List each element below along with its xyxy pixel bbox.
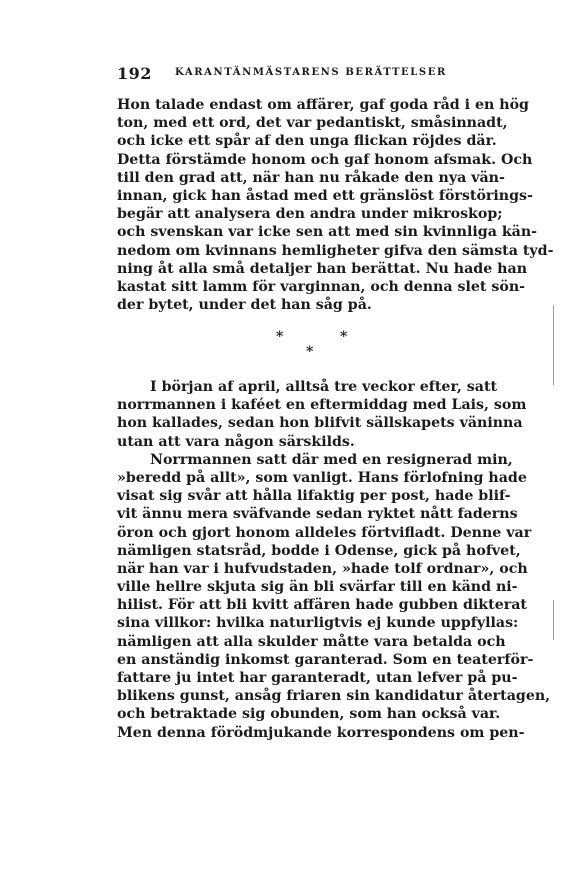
text-line: hilist. För att bli kvitt affären hade gubben dikterat [117, 597, 527, 614]
text-line: Norrmannen satt där med en resignerad min, [150, 451, 513, 468]
text-line: »beredd på allt», som vanligt. Hans förlofning hade [117, 469, 527, 486]
scan-margin-mark [553, 600, 554, 640]
scan-margin-mark [553, 305, 554, 385]
text-line: och svenskan var icke sen att med sin kvinnliga kän- [117, 224, 538, 241]
text-line: nedom om kvinnans hemligheter gifva den sämsta tyd- [117, 242, 554, 259]
text-line: och betraktade sig obunden, som han också var. [117, 706, 501, 723]
text-line: innan, gick han åstad med ett gränslöst förstörings- [117, 187, 533, 204]
text-line: norrmannen i kaféet en eftermiddag med Lais, som [117, 397, 527, 414]
text-line: nämligen statsråd, bodde i Odense, gick på hofvet, [117, 542, 521, 559]
text-line: kastat sitt lamm för varginnan, och denna slet sön- [117, 278, 526, 295]
text-line: Detta förstämde honom och gaf honom afsmak. Och [117, 151, 533, 168]
text-line: och icke ett spår af den unga flickan röjdes där. [117, 133, 497, 150]
paragraph-1 [117, 96, 554, 314]
text-line: Men denna förödmjukande korrespondens om pen- [117, 724, 525, 741]
text-line: ville hellre skjuta sig än bli svärfar till en känd ni- [117, 579, 518, 596]
running-title: KARANTÄNMÄSTARENS BERÄTTELSER [175, 67, 447, 78]
text-line: utan att vara någon särskilds. [117, 433, 355, 450]
page-header [117, 64, 457, 84]
asterism-star: * [340, 329, 348, 345]
text-line: vit ännu mera sväfvande sedan ryktet nått faderns [117, 506, 518, 523]
text-line: blikens gunst, ansåg friaren sin kandidatur återtagen, [117, 688, 551, 705]
text-line: Hon talade endast om affärer, gaf goda råd i en hög [117, 97, 529, 113]
text-line: till den grad att, när han nu råkade den nya vän- [117, 169, 505, 186]
text-line: när han var i hufvudstaden, »hade tolf ordnar», och [117, 560, 528, 577]
text-line: öron och gjort honom alldeles förtvifladt. Denne var [117, 524, 532, 541]
paragraph-2-and-3 [117, 378, 551, 742]
text-line: ton, med ett ord, det var pedantiskt, småsinnadt, [117, 115, 508, 132]
asterism-star: * [306, 344, 314, 360]
text-line: hon kallades, sedan hon blifvit sällskapets väninna [117, 415, 523, 432]
text-line: der bytet, under det han såg på. [117, 297, 372, 314]
text-line: en anständig inkomst garanterad. Som en teaterför- [117, 651, 534, 668]
section-break-asterism [250, 330, 370, 370]
text-line: ning åt alla små detaljer han berättat. Nu hade han [117, 260, 528, 277]
text-line: fattare ju intet har garanteradt, utan lefver på pu- [117, 670, 518, 686]
text-line: I början af april, alltså tre veckor efter, satt [150, 379, 498, 395]
text-line: nämligen att alla skulder måtte vara betalda och [117, 633, 506, 650]
text-line: sina villkor: hvilka naturligtvis ej kunde uppfyllas: [117, 615, 519, 632]
text-line: visat sig svår att hålla lifaktig per post, hade blif- [117, 488, 511, 505]
text-line: begär att analysera den andra under mikroskop; [117, 206, 503, 223]
page-number: 192 [117, 64, 152, 83]
asterism-star: * [276, 329, 284, 345]
